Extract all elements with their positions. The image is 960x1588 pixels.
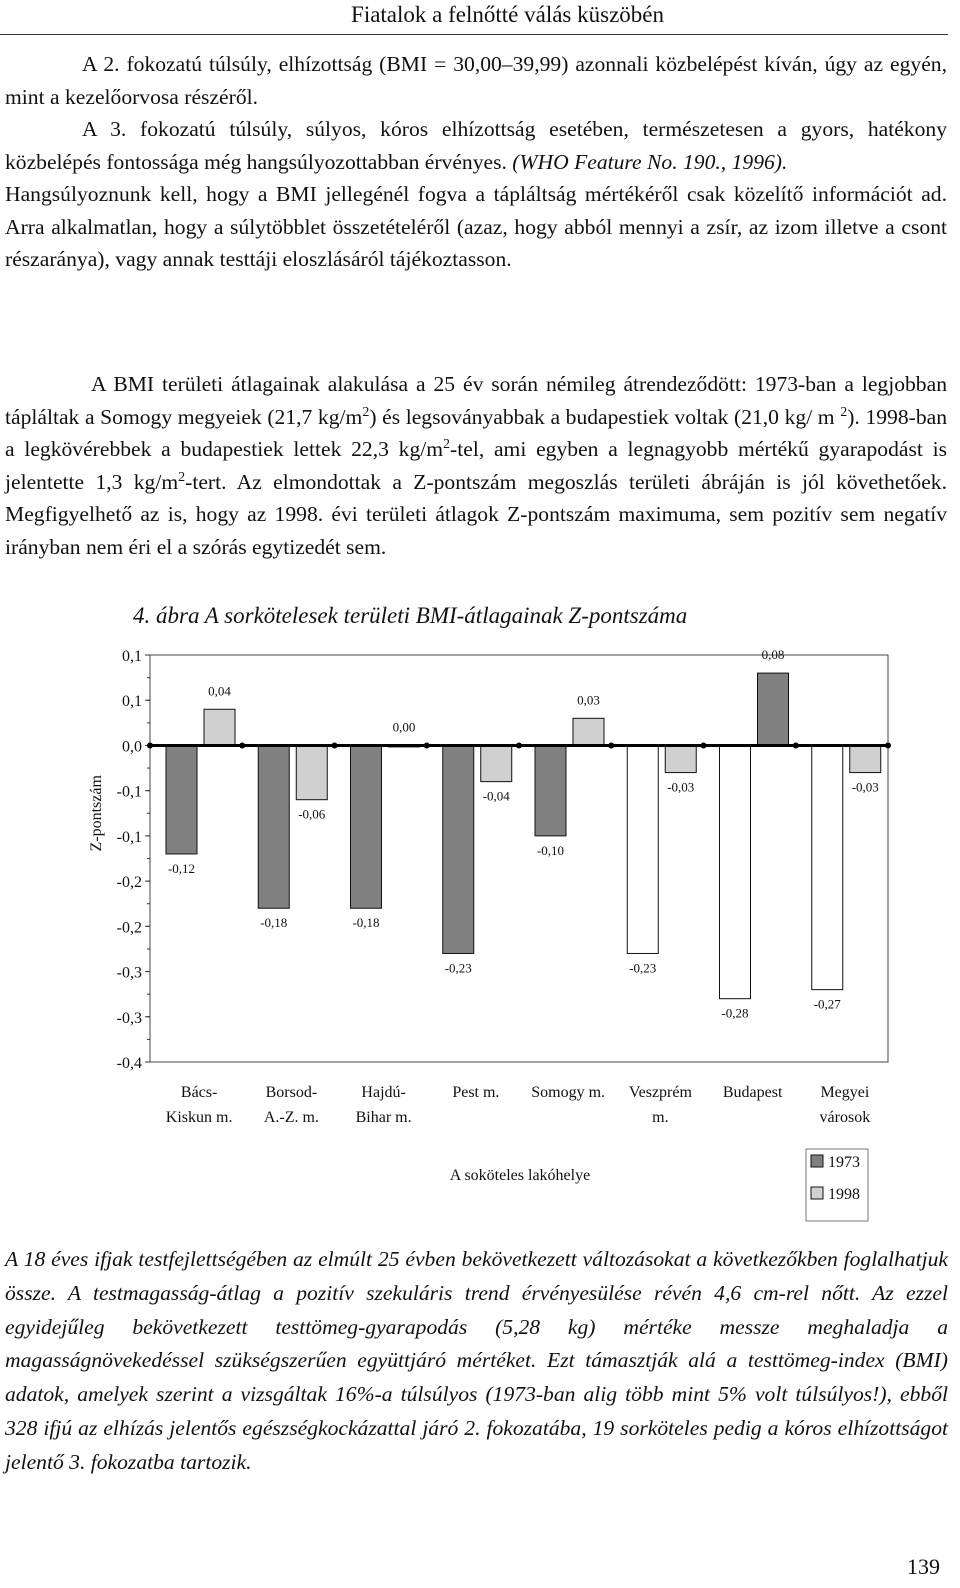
data-label-1973: -0,18 — [260, 915, 288, 931]
paragraph-3: Hangsúlyoznunk kell, hogy a BMI jellegénél fogva a tápláltság mértékéről csak közelítő információt ad. Arra alkalmatlan, hogy a súlytöbblet összetételéről (azaz, hogy abból mennyi a zsír, az izom illetve a csont részaránya), vagy annak testtáji eloszlásáról tájékoztasson. — [5, 182, 947, 271]
legend-label: 1973 — [828, 1154, 860, 1171]
paragraph-4-part: -tert. Az elmondottak a Z-pontszám megoszlás területi ábráján is jól követhetőek. Megfigyelhető az is, hogy az 1998. évi területi átlagok Z-pontszám maximuma, sem pozitív sem negatív irányban nem éri el a szórás egytizedét sem. — [5, 469, 948, 559]
zero-axis-marker — [701, 742, 707, 748]
paragraph-4-part: A BMI területi átlagainak alakulása a 25 év során némileg átrendeződött: 1973-ban a legjobban tápláltak a Somogy megyeiek (21,7 kg/m — [5, 372, 947, 429]
data-label-1998: 0,00 — [392, 719, 416, 735]
zero-axis-marker — [332, 742, 338, 748]
data-label-1973: -0,18 — [352, 915, 380, 931]
y-axis-label: Z-pontszám — [88, 775, 105, 852]
y-tick-label: -0,1 — [116, 828, 142, 846]
paragraph-4-part: ) és legsoványabbak a budapestiek voltak (21,0 kg/ m — [369, 404, 841, 429]
bar-1973 — [720, 745, 751, 998]
superscript: 2 — [443, 436, 451, 452]
zero-axis-marker — [424, 742, 430, 748]
data-label-1973: -0,27 — [813, 996, 841, 1012]
bar-1973 — [258, 745, 289, 908]
x-category-label: Kiskun m. — [165, 1109, 233, 1126]
zero-axis-marker — [793, 742, 799, 748]
page-number: 139 — [907, 1554, 940, 1579]
bar-1998 — [758, 673, 789, 745]
data-label-1998: 0,08 — [761, 647, 785, 663]
paragraph-2 — [5, 113, 947, 178]
x-category-label: Hajdú- — [361, 1084, 406, 1101]
paragraph-4-part: ). 1998-ban a legkövérebbek a budapestiek lettek 22,3 kg/m — [5, 404, 947, 461]
y-tick-label: 0,0 — [122, 738, 142, 756]
bar-1998 — [204, 709, 235, 745]
data-label-1973: -0,12 — [167, 860, 196, 876]
running-header — [0, 0, 948, 35]
data-label-1998: 0,04 — [208, 683, 231, 699]
x-category-label: A.-Z. m. — [263, 1109, 319, 1126]
body-text-bmi — [5, 368, 947, 563]
x-category-label: Somogy m. — [531, 1084, 606, 1101]
zero-axis-marker — [147, 742, 153, 748]
bar-1973 — [812, 745, 843, 989]
bar-1973 — [351, 745, 382, 908]
legend-swatch-1998 — [811, 1187, 823, 1199]
figure-caption: 4. ábra A sorkötelesek területi BMI-átlagainak Z-pontszáma — [133, 603, 688, 628]
paragraph-2-text: A 3. fokozatú túlsúly, súlyos, kóros elhízottság esetében, természetesen a gyors, hatékony közbelépés fontossága még hangsúlyozottabban érvényes. — [5, 117, 947, 174]
superscript: 2 — [840, 404, 848, 420]
zero-axis-marker — [239, 742, 245, 748]
y-tick-label: -0,4 — [116, 1055, 142, 1072]
x-category-label: Borsod- — [265, 1084, 318, 1101]
zero-axis-marker — [608, 742, 614, 748]
data-label-1973: -0,28 — [721, 1005, 749, 1021]
paragraph-4 — [5, 368, 947, 563]
bar-1998 — [850, 745, 881, 772]
data-label-1998: -0,06 — [298, 806, 326, 822]
bar-1973 — [627, 745, 658, 953]
zero-axis-marker — [885, 742, 891, 748]
legend-swatch-1973 — [811, 1155, 823, 1167]
bar-1973 — [166, 745, 197, 854]
closing-paragraph: A 18 éves ifjak testfejlettségében az elmúlt 25 évben bekövetkezett változásokat a következőkben foglalhatjuk össze. A testmagasság-átlag a pozitív szekuláris trend érvényesülése révén 4,6 cm-rel nőtt. Az ezzel egyidejűleg bekövetkezett testtömeg-gyarapodás (5,28 kg) mértéke messze meghaladja a magasságnövekedéssel szükségszerűen együttjáró mértéket. Ezt támasztják alá a testtömeg-index (BMI) adatok, amelyek szerint a vizsgáltak 16%-a túlsúlyos (1973-ban alig több mint 5% volt túlsúlyos!), ebből 328 ifjú az elhízás jelentős egészségkockázattal járó 2. fokozatába, 19 sorköteles pedig a kóros elhízottságot jelentő 3. fokozatba tartozik. — [5, 1247, 948, 1474]
data-label-1973: -0,10 — [536, 842, 565, 858]
zero-axis-marker — [516, 742, 522, 748]
y-tick-label: -0,1 — [116, 783, 142, 801]
y-tick-label: -0,3 — [116, 1009, 142, 1027]
data-label-1998: 0,03 — [577, 692, 600, 708]
y-tick-label: -0,2 — [116, 874, 142, 892]
bar-1998 — [665, 745, 696, 772]
x-axis-label: A soköteles lakóhelye — [449, 1167, 591, 1184]
y-tick-label: 0,1 — [122, 648, 142, 665]
x-category-label: Veszprém — [628, 1084, 692, 1101]
y-tick-label: -0,2 — [116, 919, 142, 937]
data-label-1998: -0,03 — [667, 779, 695, 795]
x-category-label: városok — [819, 1109, 871, 1126]
superscript: 2 — [362, 404, 370, 420]
x-category-label: Pest m. — [452, 1084, 500, 1101]
bar-1998 — [296, 745, 327, 799]
data-label-1973: -0,23 — [444, 960, 472, 976]
legend-label: 1998 — [828, 1186, 860, 1203]
x-category-label: m. — [652, 1109, 669, 1126]
bar-1973 — [443, 745, 474, 953]
y-tick-label: -0,3 — [116, 964, 142, 982]
paragraph-4-part: -tel, ami egyben a legnagyobb mértékű gyarapodást is jelentette 1,3 kg/m — [5, 437, 947, 494]
bmi-z-score-chart — [0, 635, 960, 1230]
x-category-label: Bács- — [180, 1084, 218, 1101]
paragraph-2-reference: (WHO Feature No. 190., 1996). — [512, 149, 788, 174]
x-category-label: Budapest — [722, 1084, 783, 1101]
data-label-1998: -0,04 — [482, 788, 510, 804]
bar-1973 — [535, 745, 566, 835]
data-label-1973: -0,23 — [629, 960, 657, 976]
body-text-top — [5, 48, 947, 276]
running-header-title: Fiatalok a felnőtté válás küszöbén — [351, 2, 664, 27]
data-label-1998: -0,03 — [851, 779, 879, 795]
paragraph-1: A 2. fokozatú túlsúly, elhízottság (BMI = 30,00–39,99) azonnali közbelépést kíván, úgy az egyén, mint a kezelőorvosa részéről. — [5, 52, 947, 109]
bar-1998 — [573, 718, 604, 745]
bar-1998 — [481, 745, 512, 781]
x-category-label: Bihar m. — [355, 1109, 412, 1126]
x-category-label: Megyei — [820, 1084, 870, 1101]
y-tick-label: 0,1 — [122, 693, 142, 711]
superscript: 2 — [178, 469, 186, 485]
